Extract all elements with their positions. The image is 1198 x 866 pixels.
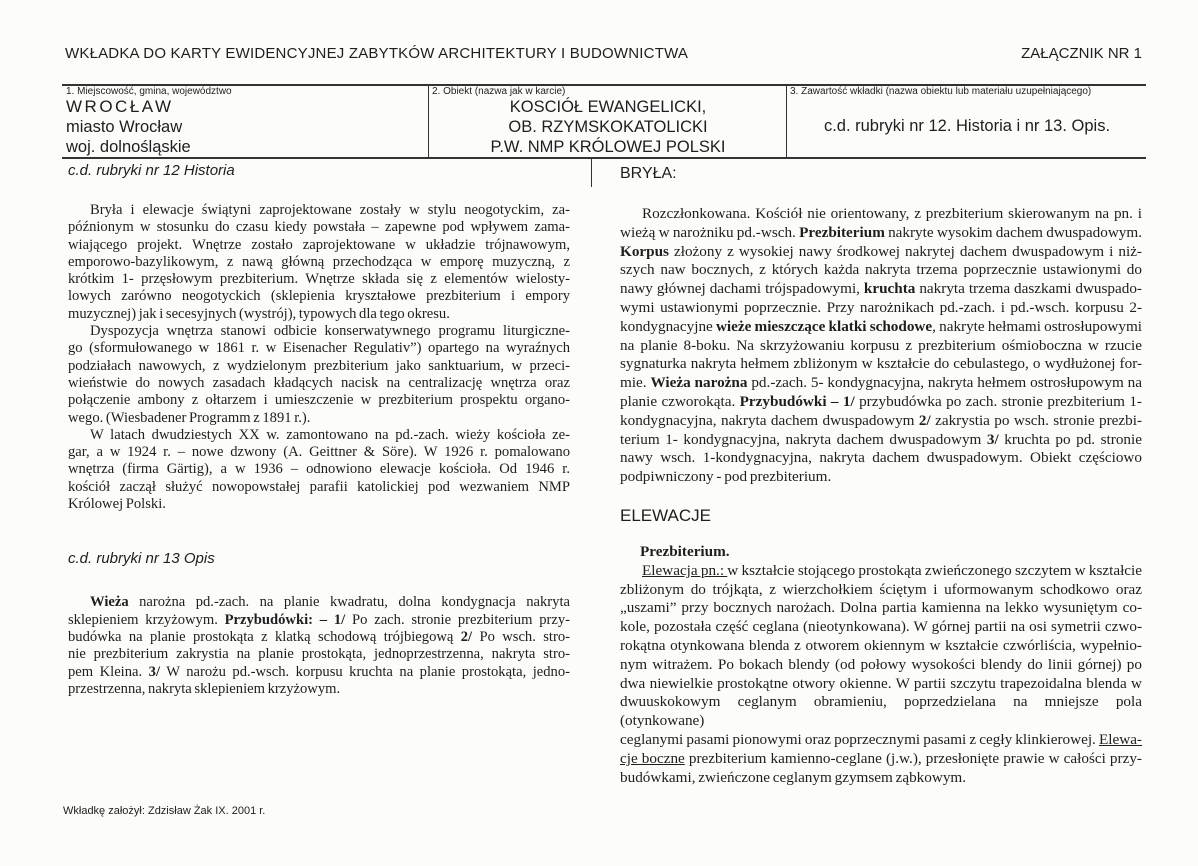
text-run: kondygnacyjna, nakryta dachem dwuspadowym — [620, 411, 919, 429]
text-line — [68, 202, 570, 219]
text-run: W narożu pd.-wsch. korpusu kruchta na planie prostokąta, jedno- — [160, 663, 571, 680]
form-cell-location — [66, 86, 426, 157]
text-run: połączenie ambony z ołtarzem i umieszczenie w prezbiterium prospektu organo- — [68, 392, 570, 409]
text-line — [68, 629, 570, 646]
annex-label: ZAŁĄCZNIK NR 1 — [1021, 45, 1142, 62]
text-run: nie prezbiterium zakrystia na planie prostokąta, jednoprzestrzenna, nakryta stro- — [68, 646, 570, 663]
text-line — [68, 479, 570, 496]
text-line — [620, 243, 1142, 262]
bold-term: Wieża narożna — [650, 374, 748, 392]
text-line — [620, 618, 1142, 637]
text-line — [68, 461, 570, 478]
text-run: go (sformułowanego w 1861 r. w Eisenacher Regulativ”) opartego na wyraźnych — [68, 340, 570, 357]
text-line — [68, 646, 570, 663]
insert-content: c.d. rubryki nr 12. Historia i nr 13. Opis. — [823, 117, 1111, 135]
text-line — [620, 581, 1142, 600]
opis-heading: c.d. rubryki nr 13 Opis — [68, 550, 215, 568]
text-run: Bryła i elewacje świątyni zaprojektowane zostały w stylu neogotyckim, za- — [90, 202, 570, 218]
text-run: nym witrażem. Po bokach blendy (od połowy wysokości blendy do linii górnej) po — [620, 655, 1142, 673]
text-line — [68, 271, 570, 288]
text-run: zbliżonym do trójkąta, z wierzchołkiem ściętym i uformowanym schodkowo oraz — [620, 580, 1142, 598]
text-run: Po wsch. stro- — [472, 628, 570, 645]
text-line — [68, 288, 570, 305]
text-run: nawy głównej dachami trójspadowymi, — [620, 280, 864, 298]
text-line — [620, 731, 1142, 750]
text-line — [68, 358, 570, 375]
text-line — [68, 612, 570, 629]
text-run: wieństwie do nowych zasadach kładących nacisk na centralizację wnętrza oraz — [68, 374, 570, 391]
text-run: , nakryte hełmami ostrosłupowymi — [932, 317, 1143, 335]
text-run: Dyspozycja wnętrza stanowi odbicie konserwatywnego programu liturgiczne- — [90, 323, 570, 340]
text-run: emporowo-bazylikowym, z nawą główną przechodząca w emporę muzyczną, z — [68, 253, 570, 270]
text-line — [620, 299, 1142, 318]
text-line — [620, 261, 1142, 280]
text-run: krótkim 1- przęsłowym prezbiterium. Wnętrze składa się z elementów wielosty- — [68, 271, 570, 288]
bryla-heading: BRYŁA: — [620, 165, 677, 182]
text-line — [620, 337, 1142, 356]
bryla-text — [620, 205, 1142, 487]
prezbiterium-heading: Prezbiterium. — [640, 542, 730, 560]
text-run: przybudówka po zach. stronie prezbiterium 1- — [854, 392, 1142, 410]
text-run: budówka na planie prostokąta z klatką schodową trójbiegową — [68, 628, 461, 645]
text-line — [620, 449, 1142, 468]
text-line — [620, 693, 1142, 731]
text-run: lowych zarówno neogotyckich (sklepienia kryształowe prezbiterium i empory — [68, 288, 570, 305]
text-run: narożna pd.-zach. na planie kwadratu, dolna kondygnacja nakryta — [128, 594, 570, 611]
left-column — [68, 162, 570, 698]
text-line — [620, 675, 1142, 694]
text-run: nawy wsch. 1-kondygnacyjna, nakryta dachem dwuspadowym. Obiekt częściowo — [620, 449, 1142, 467]
text-line — [68, 664, 570, 681]
text-run: planie czworokąta. — [620, 392, 740, 410]
bold-term: wieże mieszczące klatki schodowe — [715, 317, 933, 335]
cell-label: 2. Obiekt (nazwa jak w karcie) — [432, 86, 566, 97]
commune: miasto Wrocław — [66, 118, 183, 136]
historia-heading: c.d. rubryki nr 12 Historia — [68, 162, 235, 179]
text-run: przestrzenna, nakryta sklepieniem krzyżowym. — [68, 680, 341, 697]
form-cell-content — [790, 86, 1144, 136]
text-line — [620, 280, 1142, 299]
text-run: nakryte wysokim dachem dwuspadowym. — [884, 223, 1142, 241]
voivodeship: woj. dolnośląskie — [66, 138, 191, 156]
cell-divider — [428, 86, 429, 157]
text-line — [620, 468, 1142, 487]
bold-term: 3/ — [986, 430, 999, 448]
elewacje-heading: ELEWACJE — [620, 505, 712, 525]
text-run: kole, pozostała część ceglana (nieotynkowana). W górnej partii na osi symetrii czwo- — [620, 618, 1142, 636]
bold-term: Prezbiterium — [799, 223, 885, 241]
text-line — [620, 637, 1142, 656]
text-run: prezbiterium kamienno-ceglane (j.w.), przesłonięte prawie w całości przy- — [684, 749, 1142, 767]
text-line — [620, 750, 1142, 769]
text-line — [68, 427, 570, 444]
text-line — [620, 562, 1142, 581]
cell-divider — [786, 86, 787, 157]
text-line — [68, 219, 570, 236]
text-run: podziałach nawowych, z wydzielonym prezbiterium jako sanktuarium, w przeci- — [68, 357, 570, 374]
city: WROCŁAW — [66, 97, 174, 116]
text-line — [620, 205, 1142, 224]
text-run: szych naw bocznych, z których każda nakryta trzema poprzecznie ustawionymi do — [620, 261, 1142, 279]
text-line — [68, 323, 570, 340]
text-run: rokątna otynkowana blenda z otworem okiennym w kształcie czwórliścia, wypełnio- — [620, 636, 1142, 654]
text-run: ceglanymi pasami pionowymi oraz poprzecznymi pasami z cegły klinkierowej. — [620, 730, 1099, 748]
text-line — [620, 374, 1142, 393]
text-line — [620, 355, 1142, 374]
text-line — [68, 410, 570, 427]
text-run: muzycznej) jak i secesyjnych (wystrój), typowych dla tego okresu. — [68, 305, 450, 322]
bold-term: 2/ — [918, 411, 931, 429]
text-line — [620, 224, 1142, 243]
text-run: kondygnacyjne — [620, 317, 716, 335]
text-run: podpiwniczony - pod prezbiterium. — [620, 468, 832, 486]
text-line — [68, 444, 570, 461]
text-run: sklepieniem krzyżowym. — [68, 611, 225, 628]
bold-term: Przybudówki: – 1/ — [224, 611, 346, 628]
bold-term: Przybudówki – 1/ — [739, 392, 855, 410]
text-line — [68, 306, 570, 323]
text-run: wnętrza (firma Gärtig), a w 1936 – odnowiono elewacje kościoła. Od 1946 r. — [68, 461, 570, 478]
right-column — [620, 164, 1142, 787]
text-run: wieżą w narożniku pd.-wsch. — [620, 223, 800, 241]
form-bottom-rule — [62, 157, 1146, 159]
text-run: złożony z wysokiej nawy środkowej nakrytej dachem dwuspadowym i niż- — [668, 242, 1142, 260]
elewacje-text — [620, 562, 1142, 788]
bold-term: Korpus — [620, 242, 669, 260]
text-run: „uszami” przy bocznych narożach. Dolna partia kamienna na lekko wysuniętym co- — [620, 599, 1142, 617]
cell-label: 1. Miejscowość, gmina, województwo — [66, 86, 232, 97]
text-line — [68, 237, 570, 254]
text-line — [620, 599, 1142, 618]
underlined-term: cje boczne — [620, 749, 685, 767]
text-run: dwuuskokowym ceglanym obramieniu, poprzedzielana na mniejsze pola (otynkowane) — [620, 693, 1142, 730]
text-run: dwa niewielkie prostokątne otwory okienne. W partii szczytu trapezoidalna blenda w — [620, 674, 1142, 692]
object-name-line: OB. RZYMSKOKATOLICKI — [508, 118, 708, 136]
text-line — [68, 594, 570, 611]
object-name-line: P.W. NMP KRÓLOWEJ POLSKI — [490, 138, 726, 156]
underlined-term: Elewa- — [1098, 730, 1142, 748]
text-line — [620, 318, 1142, 337]
cell-label: 3. Zawartość wkładki (nazwa obiektu lub materiału uzupełniającego) — [790, 86, 1092, 97]
text-run: pd.-zach. 5- kondygnacyjna, nakryta hełmem ostrosłupowym na — [747, 374, 1142, 392]
underlined-term: Elewacja pn.: — [642, 561, 728, 579]
text-run: wymi ustawionymi poprzecznie. Przy narożnikach pd.-zach. i pd.-wsch. korpusu 2- — [620, 298, 1142, 316]
form-cell-object — [432, 86, 784, 157]
text-line — [68, 681, 570, 698]
text-run: terium 1- kondygnacyjna, nakryta dachem dwuspadowym — [620, 430, 987, 448]
text-line — [68, 496, 570, 513]
document-title: WKŁADKA DO KARTY EWIDENCYJNEJ ZABYTKÓW ARCHITEKTURY I BUDOWNICTWA — [65, 45, 689, 62]
opis-text — [68, 594, 570, 698]
text-line — [68, 340, 570, 357]
text-line — [620, 656, 1142, 675]
text-line — [68, 392, 570, 409]
text-line — [620, 431, 1142, 450]
text-run: wego. (Wiesbadener Programm z 1891 r.). — [68, 409, 311, 426]
text-run: kościół zaczął służyć nowopowstałej parafii katolickiej pod wezwaniem NMP — [68, 478, 570, 495]
text-run: Rozczłonkowana. Kościół nie orientowany, z prezbiterium skierowanym na pn. i — [642, 205, 1142, 222]
bold-term: kruchta — [863, 280, 916, 298]
text-line — [68, 375, 570, 392]
bold-term: 2/ — [460, 628, 473, 645]
bold-term: Wieża — [90, 594, 129, 611]
column-divider — [591, 159, 592, 187]
text-line — [68, 254, 570, 271]
historia-text — [68, 202, 570, 513]
text-run: gar, a w 1924 r. – nowe dzwony (A. Geittner & Söre). W 1926 r. pomalowano — [68, 444, 570, 461]
text-line — [620, 393, 1142, 412]
text-run: budówkami, zwieńczone ceglanym gzymsem ząbkowym. — [620, 768, 967, 786]
text-line — [620, 769, 1142, 788]
text-run: sygnaturka nakryta hełmem zbliżonym w kształcie do cebulastego, o wydłużonej for- — [620, 355, 1142, 373]
footer-author: Wkładkę założył: Zdzisław Żak IX. 2001 r. — [63, 805, 266, 817]
text-run: na planie 8-boku. Na skrzyżowaniu korpusu z prezbiterium ośmioboczna w rzucie — [620, 336, 1142, 354]
text-run: Królowej Polski. — [68, 496, 166, 513]
text-run: Po zach. stronie prezbiterium przy- — [345, 611, 571, 628]
text-run: kruchta po pd. stronie — [998, 430, 1142, 448]
text-run: wiającego projekt. Wnętrze zostało zaprojektowane w układzie trójnawowym, — [68, 236, 570, 253]
text-run: nakryta trzema daszkami dwuspado- — [915, 280, 1142, 298]
bold-term: 3/ — [148, 663, 161, 680]
text-run: późnionym w stosunku do czasu kiedy powstała – zapewne pod wpływem zama- — [68, 219, 570, 236]
text-run: pem Kleina. — [68, 663, 149, 680]
text-run: w kształcie stojącego prostokąta zwieńczonego szczytem w kształcie — [727, 561, 1142, 579]
text-run: zakrystia po wsch. stronie prezbi- — [930, 411, 1143, 429]
text-run: W latach dwudziestych XX w. zamontowano na pd.-zach. wieży kościoła ze- — [90, 426, 570, 443]
text-line — [620, 412, 1142, 431]
text-run: mie. — [620, 374, 651, 392]
object-name-line: KOSCIÓŁ EWANGELICKI, — [509, 98, 707, 116]
